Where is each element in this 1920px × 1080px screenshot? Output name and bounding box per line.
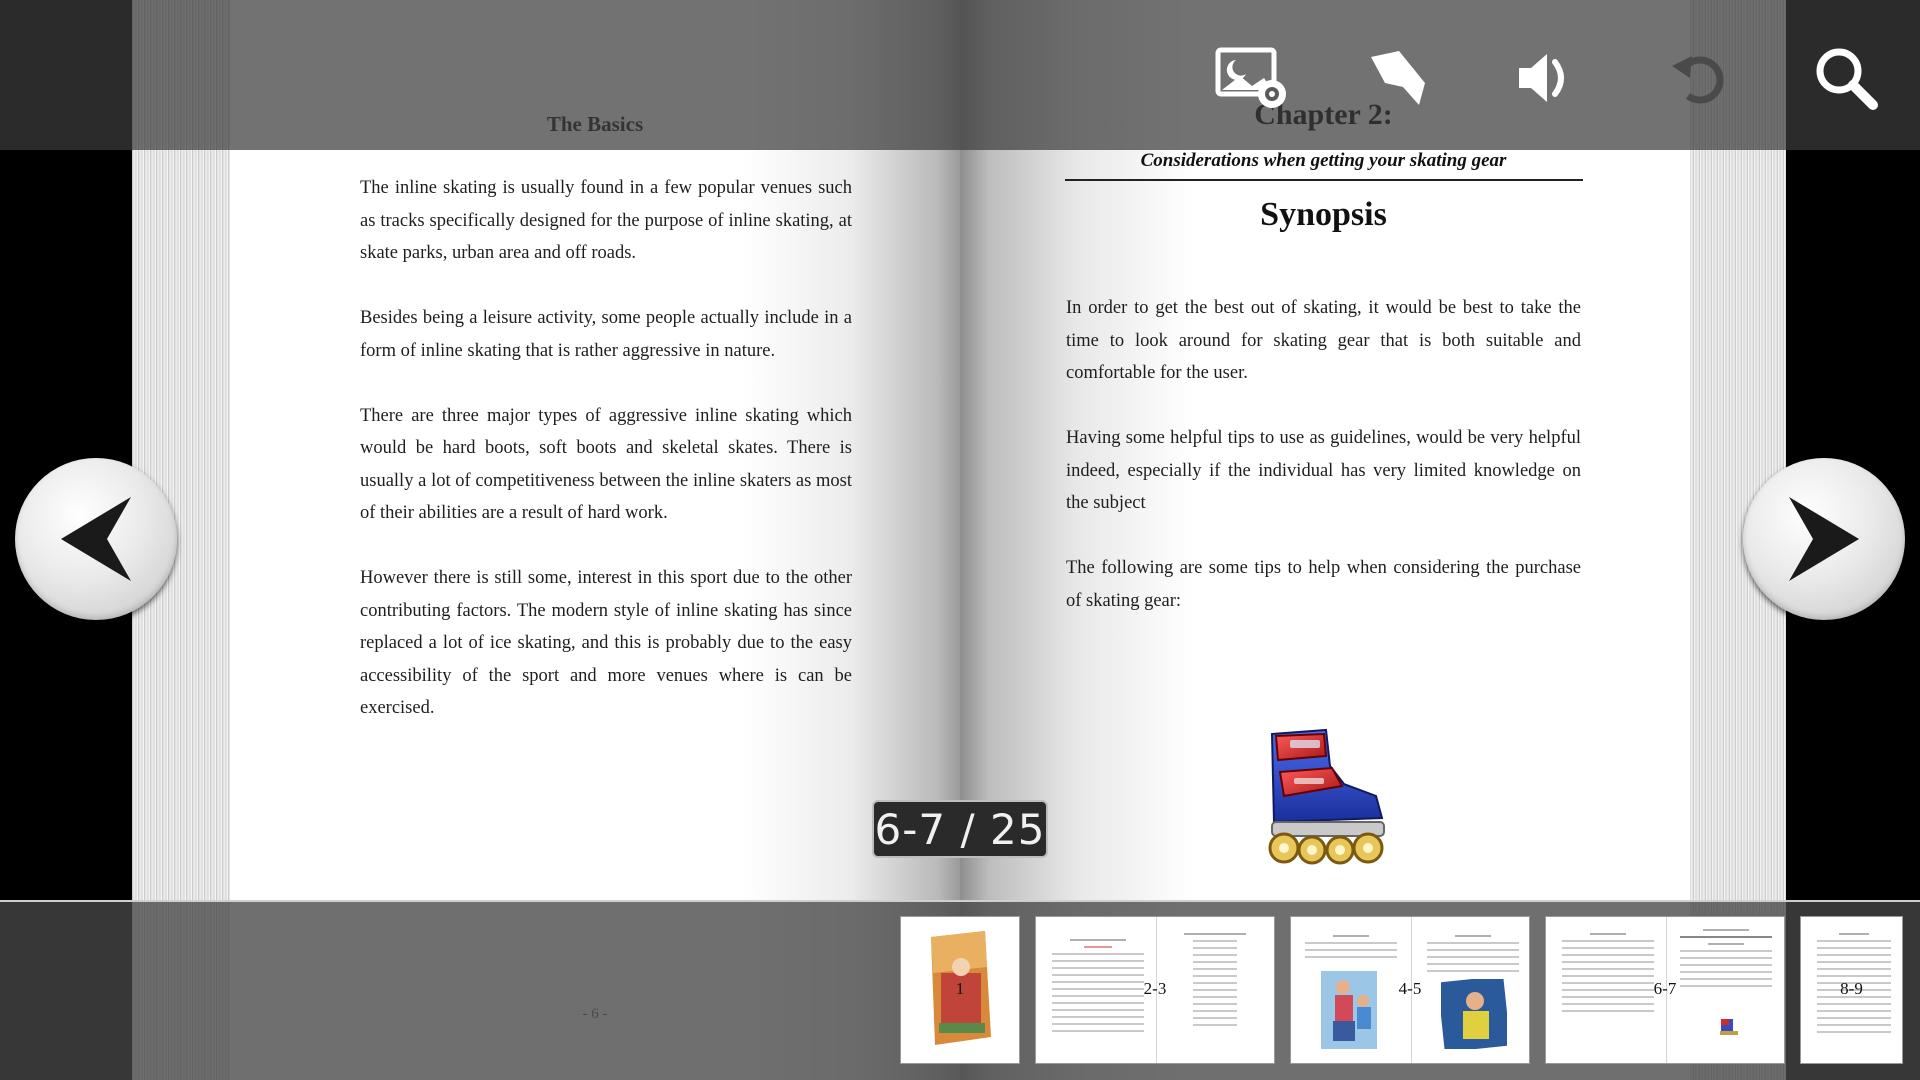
bookmark-icon[interactable]: [1358, 42, 1438, 114]
inline-skate-icon: [1254, 726, 1394, 870]
sound-icon[interactable]: [1508, 42, 1588, 114]
section-title: Synopsis: [1260, 196, 1387, 233]
arrow-left-icon: [51, 489, 141, 589]
thumbnail-text-lines: [1305, 935, 1397, 963]
thumbnail-label: 6-7: [1653, 979, 1677, 998]
paragraph: However there is still some, interest in this sport due to the other contributing factors. The modern style of inline skating has since replaced a lot of ice skating, and this is probably due to the easy accessibility of the sport and more venues where is can be exercised.: [360, 568, 852, 718]
left-page-body: [360, 172, 852, 757]
thumbnail-page-1[interactable]: [900, 916, 1020, 1064]
next-page-button[interactable]: [1743, 458, 1905, 620]
right-page-body: [1066, 292, 1581, 650]
thumbnail-label: 4-5: [1398, 979, 1422, 998]
page-counter: 6-7 / 25: [872, 800, 1048, 858]
paragraph: In order to get the best out of skating, it would be best to take the time to look around for skating gear that is both suitable and comfortable for the user.: [1066, 298, 1581, 383]
thumbnail-pages-2-3[interactable]: [1035, 916, 1275, 1064]
thumbnail-pages-4-5[interactable]: [1290, 916, 1530, 1064]
thumbnail-label: 1: [955, 979, 965, 998]
night-mode-settings-icon[interactable]: [1212, 42, 1292, 114]
paragraph: Besides being a leisure activity, some people actually include in a form of inline skating that is rather aggressive in nature.: [360, 308, 852, 361]
paragraph: The following are some tips to help when considering the purchase of skating gear:: [1066, 558, 1581, 611]
previous-page-button[interactable]: [15, 458, 177, 620]
thumbnail-text-lines: [1562, 933, 1654, 1017]
paragraph: There are three major types of aggressive inline skating which would be hard boots, soft boots and skeletal skates. There is usually a lot of competitiveness between the inline skaters as most of their abilities are a result of hard work.: [360, 405, 852, 523]
undo-icon[interactable]: [1660, 42, 1740, 114]
chapter-subtitle: Considerations when getting your skating gear: [1140, 150, 1507, 171]
inline-skate-icon: [1718, 1017, 1740, 1039]
thumbnail-label: 2-3: [1143, 979, 1167, 998]
thumbnail-pages-8-9[interactable]: [1800, 916, 1903, 1064]
paragraph: Having some helpful tips to use as guidelines, would be very helpful indeed, especially if the individual has very limited knowledge on the subject: [1066, 428, 1581, 513]
paragraph: The inline skating is usually found in a few popular venues such as tracks specifically designed for the purpose of inline skating, at skate parks, urban area and off roads.: [360, 178, 852, 263]
thumbnail-text-lines: [1427, 935, 1519, 977]
chapter-divider: [1065, 179, 1583, 181]
thumbnail-label: 8-9: [1840, 979, 1863, 998]
search-icon[interactable]: [1806, 42, 1886, 114]
thumbnail-pages-6-7[interactable]: [1545, 916, 1785, 1064]
arrow-right-icon: [1779, 489, 1869, 589]
top-toolbar: [0, 0, 1920, 150]
